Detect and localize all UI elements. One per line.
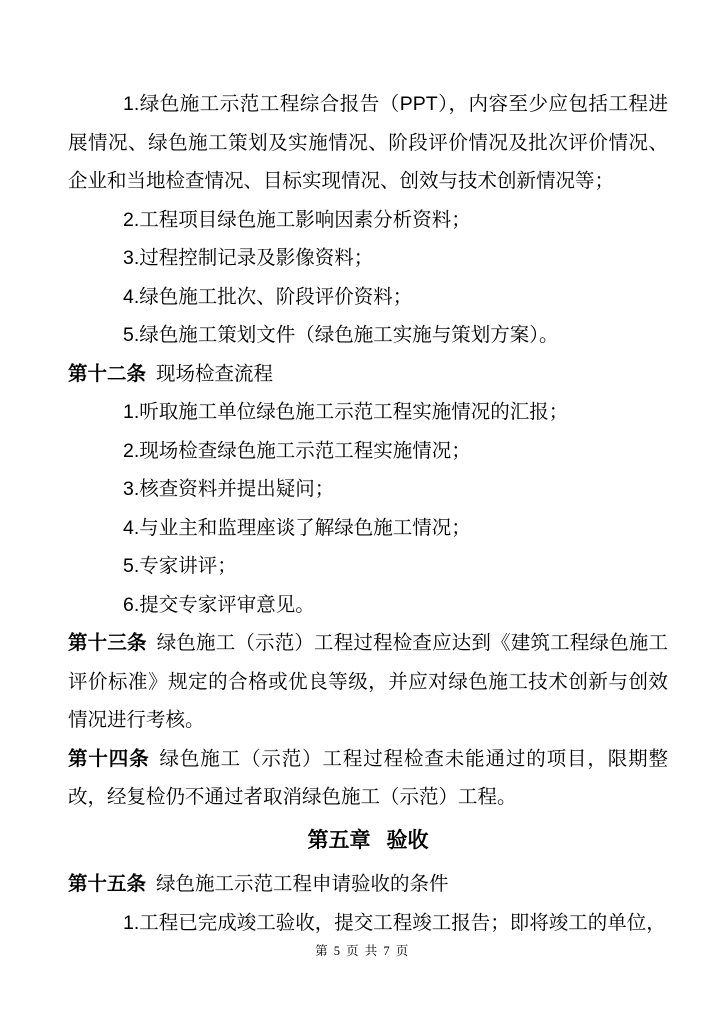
chapter-title: 验收 <box>386 828 429 852</box>
list-item: 3.核查资料并提出疑问； <box>123 478 335 500</box>
article-paragraph <box>68 740 668 817</box>
article-number: 第十四条 <box>68 747 150 770</box>
chapter-number: 第五章 <box>307 828 371 852</box>
list-item: 3.过程控制记录及影像资料； <box>123 247 374 269</box>
article-text: 现场检查流程 <box>156 362 274 385</box>
list-item: 2.工程项目绿色施工影响因素分析资料； <box>123 208 471 231</box>
article-number: 第十二条 <box>68 362 147 385</box>
article-number: 第十三条 <box>68 632 147 654</box>
list-item: 1.听取施工单位绿色施工示范工程实施情况的汇报； <box>123 401 569 423</box>
list-item: 1.工程已完成竣工验收，提交工程竣工报告；即将竣工的单位， <box>123 911 666 934</box>
page-number: 第 5 页 共 7 页 <box>315 944 410 958</box>
article-paragraph <box>68 355 668 394</box>
list-item: 2.现场检查绿色施工示范工程实施情况； <box>123 439 471 462</box>
list-item: 5.专家讲评； <box>123 555 237 577</box>
chapter-heading <box>68 822 668 861</box>
article-text: 绿色施工（示范）工程过程检查应达到《建筑工程绿色施工评价标准》规定的合格或优良等级，并应对绿色施工技术创新与创效情况进行考核。 <box>68 632 668 731</box>
article-paragraph <box>68 624 668 740</box>
article-number: 第十五条 <box>68 873 147 895</box>
list-item: 5.绿色施工策划文件（绿色施工实施与策划方案）。 <box>123 324 559 346</box>
article-text: 绿色施工示范工程申请验收的条件 <box>156 873 449 895</box>
list-item: 4.绿色施工批次、阶段评价资料； <box>123 285 413 308</box>
list-item: 1.绿色施工示范工程综合报告（PPT），内容至少应包括工程进展情况、绿色施工策划及实施情况、阶段评价情况及批次评价情况、企业和当地检查情况、目标实现情况、创效与技术创新情况等； <box>68 93 668 192</box>
article-paragraph <box>68 865 668 904</box>
list-item: 6.提交专家评审意见。 <box>123 593 315 616</box>
article-text: 绿色施工（示范）工程过程检查未能通过的项目，限期整改，经复检仍不通过者取消绿色施工（示范）工程。 <box>68 747 668 808</box>
list-item: 4.与业主和监理座谈了解绿色施工情况； <box>123 516 471 539</box>
